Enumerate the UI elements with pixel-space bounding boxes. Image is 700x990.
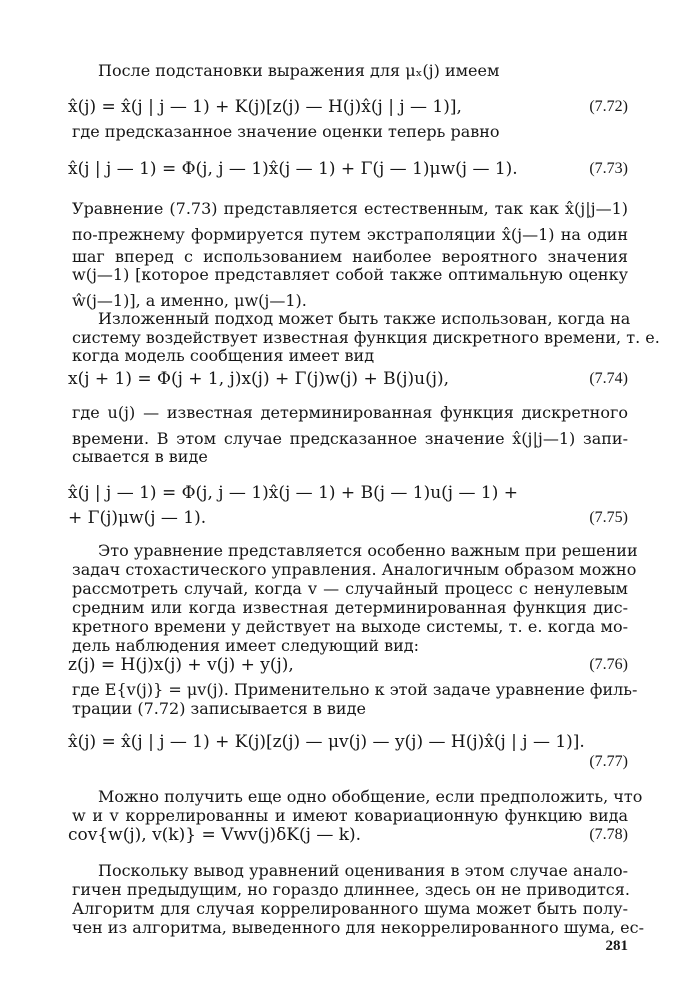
equation-7-73 [68, 156, 628, 182]
equation-body: x̂(j) = x̂(j | j — 1) + K(j)[z(j) — H(j)x̂(j | j — 1)], [68, 97, 462, 117]
text-line: сывается в виде [72, 447, 208, 466]
equation-7-75-line2 [68, 505, 628, 531]
equation-body: x̂(j | j — 1) = Φ(j, j — 1)x̂(j — 1) + Γ(j — 1)μw(j — 1). [68, 159, 518, 179]
text-line: ŵ(j—1)], а именно, μw(j—1). [72, 291, 307, 310]
equation-number: (7.72) [589, 98, 628, 115]
equation-number: (7.75) [589, 509, 628, 526]
text-line: дель наблюдения имеет следующий вид: [72, 636, 420, 655]
text-line: средним или когда известная детерминированная функция дис- [72, 598, 628, 617]
equation-body: x̂(j | j — 1) = Φ(j, j — 1)x̂(j — 1) + B(j — 1)u(j — 1) + [68, 483, 518, 503]
equation-body: cov{w(j), v(k)} = Vwv(j)δK(j — k). [68, 825, 362, 845]
equation-body: + Γ(j)μw(j — 1). [68, 508, 207, 528]
equation-number-7-77: (7.77) [589, 753, 628, 770]
text-line: рассмотреть случай, когда v — случайный процесс с ненулевым [72, 579, 628, 598]
equation-7-78 [68, 822, 628, 848]
equation-number: (7.73) [589, 160, 628, 177]
equation-7-75-line1 [68, 480, 628, 506]
text-line: Можно получить еще одно обобщение, если предположить, что [98, 787, 643, 806]
text-line: систему воздействует известная функция дискретного времени, т. е. [72, 328, 660, 347]
text-line: Алгоритм для случая коррелированного шума может быть полу- [72, 899, 628, 918]
text-line: кретного времени y действует на выходе системы, т. е. когда мо- [72, 617, 628, 636]
text-line: Поскольку вывод уравнений оценивания в этом случае анало- [98, 861, 628, 880]
text-line: где u(j) — известная детерминированная функция дискретного [72, 403, 628, 422]
text-line: когда модель сообщения имеет вид [72, 346, 375, 365]
equation-number: (7.74) [589, 370, 628, 387]
text-line: времени. В этом случае предсказанное значение x̂(j|j—1) запи- [72, 429, 628, 448]
text-line: задач стохастического управления. Аналогичным образом можно [72, 560, 637, 579]
text-line: w и v коррелированны и имеют ковариационную функцию вида [72, 806, 628, 825]
equation-7-76 [68, 652, 628, 678]
text-line: где предсказанное значение оценки теперь равно [72, 122, 500, 141]
equation-7-77 [68, 729, 628, 755]
text-line: шаг вперед с использованием наиболее вероятного значения [72, 247, 628, 266]
text-line: чен из алгоритма, выведенного для некоррелированного шума, ес- [72, 918, 645, 937]
equation-body: x̂(j) = x̂(j | j — 1) + K(j)[z(j) — μv(j) — y(j) — H(j)x̂(j | j — 1)]. [68, 732, 585, 752]
equation-body: x(j + 1) = Φ(j + 1, j)x(j) + Γ(j)w(j) + B(j)u(j), [68, 369, 450, 389]
text-line: по-прежнему формируется путем экстраполяции x̂(j—1) на один [72, 225, 628, 244]
equation-7-74 [68, 366, 628, 392]
page-number: 281 [605, 938, 628, 954]
text-line: гичен предыдущим, но гораздо длиннее, здесь он не приводится. [72, 880, 630, 899]
equation-number: (7.78) [589, 826, 628, 843]
text-line: Уравнение (7.73) представляется естественным, так как x̂(j|j—1) [72, 199, 628, 218]
text-line: w(j—1) [которое представляет собой также оптимальную оценку [72, 265, 628, 284]
equation-7-72 [68, 94, 628, 120]
equation-number: (7.76) [589, 656, 628, 673]
text-line: Изложенный подход может быть также использован, когда на [98, 309, 631, 328]
text-line: После подстановки выражения для μₓ(j) имеем [98, 61, 500, 80]
text-line: где E{v(j)} = μv(j). Применительно к этой задаче уравнение филь- [72, 680, 638, 699]
text-line: Это уравнение представляется особенно важным при решении [98, 541, 638, 560]
text-line: трации (7.72) записывается в виде [72, 699, 366, 718]
equation-body: z(j) = H(j)x(j) + v(j) + y(j), [68, 655, 294, 675]
